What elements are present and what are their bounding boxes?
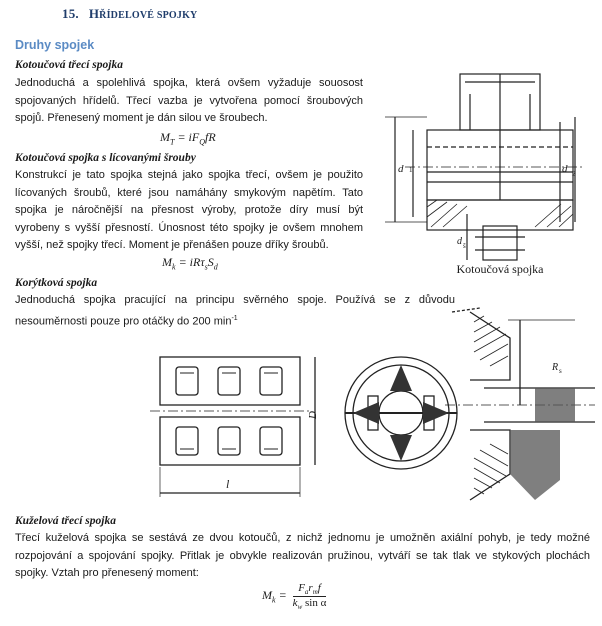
subsection-heading-cone: Kuželová třecí spojka — [15, 515, 116, 527]
paragraph-line: spojovaných hřídelů. Třecí vazba je vytvořena pomocí šroubových — [15, 94, 363, 107]
figure-caption-disc-coupling: Kotoučová spojka — [456, 262, 544, 276]
formula-symbol: fR — [205, 130, 216, 144]
paragraph-cone — [15, 530, 590, 583]
chapter-title-rest: ŘÍDELOVÉ SPOJKY — [99, 10, 198, 21]
formula-subscript: Q — [199, 137, 205, 147]
formula-subscript: k — [272, 595, 276, 605]
paragraph-line: Jednoduchá spojka pracující na principu svěrného spoje. Používá se z důvodu — [15, 294, 455, 306]
formula-subscript: m — [312, 588, 318, 597]
paragraph-fitted-bolts — [15, 167, 363, 255]
dimension-label-d1-sub: 1 — [409, 166, 413, 174]
paragraph-line: rozpojování a spojování spojky. Přitlak je obvykle realizován pružinou, vytváří se tak tlak ve stykových plochách — [15, 549, 590, 562]
dimension-label-d1: d — [398, 163, 404, 175]
dimension-label-rs-sub: s — [559, 367, 562, 375]
formula-symbol: M — [160, 130, 170, 144]
formula-subscript: w — [297, 603, 303, 612]
paragraph-line: Třecí kuželová spojka se sestává ze dvou kotoučů, z nichž jednomu je umožněn axiální pohyb, je tedy možné — [15, 532, 590, 544]
paragraph-friction-disc — [15, 75, 363, 128]
subsection-heading-fitted-bolts: Kotoučová spojka s lícovanými šrouby — [15, 152, 196, 164]
chapter-title-initial: H — [88, 6, 100, 21]
formula-symbol: M — [262, 588, 272, 603]
paragraph-line-text: nesouměrnosti pouze pro otáčky do 200 min — [15, 315, 232, 328]
formula-subscript: k — [172, 262, 176, 272]
formula-symbol: k — [292, 597, 298, 610]
dimension-label-D: D — [307, 411, 319, 419]
trough-coupling-side-view — [150, 345, 325, 500]
section-heading: Druhy spojek — [15, 38, 95, 52]
dimension-label-rs: R — [552, 362, 559, 373]
formula-symbol: r — [308, 582, 313, 594]
formula-subscript: d — [213, 262, 218, 272]
formula-subscript: s — [204, 262, 208, 272]
dimension-label-ds: d — [457, 236, 462, 247]
formula-denominator — [293, 597, 327, 611]
formula-symbol: S — [207, 255, 214, 269]
paragraph-line: Konstrukcí je tato spojka stejná jako spojka třecí, ovšem je použito — [15, 169, 363, 181]
paragraph-line: spojů. Přenesený moment je dán silou ve šroubech. — [15, 112, 268, 124]
disc-coupling-drawing — [365, 22, 590, 282]
paragraph-line — [15, 310, 455, 331]
chapter-title — [62, 6, 197, 22]
formula-symbol: = iF — [174, 130, 200, 144]
superscript: -1 — [231, 314, 238, 322]
paragraph-line: spojky. Vztah pro přenesený moment: — [15, 567, 199, 579]
dimension-label-l: l — [226, 477, 230, 491]
formula-cone-moment — [262, 582, 326, 611]
formula-symbol: = — [275, 588, 290, 603]
cone-clutch-drawing — [440, 300, 595, 510]
subsection-heading-friction-disc: Kotoučová třecí spojka — [15, 59, 123, 71]
paragraph-line: vyrobeny s vyšší přesností. Únosnost této spojky je ovšem mnohem — [15, 221, 363, 234]
paragraph-trough — [15, 292, 455, 331]
dimension-label-d2-sub: 2 — [572, 170, 576, 178]
formula-numerator — [293, 582, 327, 597]
formula-subscript: T — [170, 137, 175, 147]
formula-symbol: M — [162, 255, 172, 269]
paragraph-line: lícovaných šroubů, které jsou namáhány smykovým napětím. Tato — [15, 186, 363, 199]
chapter-number: 15. — [62, 6, 79, 21]
formula-symbol: sin α — [302, 597, 327, 610]
paragraph-line: spojka je náročnější na přesnost výroby, protože díry musí být — [15, 204, 363, 216]
formula-friction-moment — [160, 130, 216, 146]
formula-symbol: = iRτ — [175, 255, 205, 269]
paragraph-line: Jednoduchá a spolehlivá spojka, která ovšem vyžaduje souosost — [15, 77, 363, 89]
paragraph-line: vyšší, než spojky třecí. Moment je přenášen pouze dříky šroubů. — [15, 239, 329, 251]
dimension-label-ds-sub: š — [463, 242, 466, 250]
subsection-heading-trough: Korýtková spojka — [15, 277, 98, 289]
formula-symbol: F — [298, 582, 305, 594]
dimension-label-d2: d — [562, 163, 568, 175]
formula-subscript: a — [304, 588, 309, 597]
formula-symbol: f — [317, 582, 321, 594]
formula-fitted-bolt-moment — [162, 255, 218, 271]
